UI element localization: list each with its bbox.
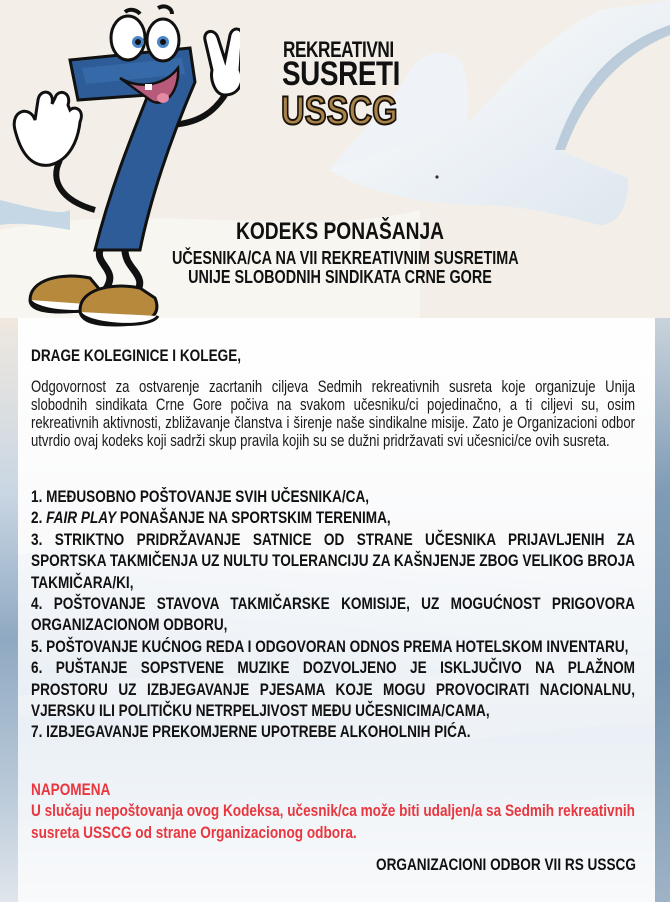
right-background-strip — [655, 318, 670, 902]
fair-play-emphasis: FAIR PLAY — [46, 508, 117, 528]
rule-item: 6. PUŠTANJE SOPSTVENE MUZIKE DOZVOLJENO JE ISKLJUČIVO NA PLAŽNOM PROSTORU UZ IZBJEGAVANJE PJESAMA KOJE MOGU PROVOCIRATI NACIONALNU, VJERSKU ILI POLITIČKU NETRPELJIVOST MEĐU UČESNICIMA/CAMA, — [31, 658, 636, 721]
logo-line-usscg: USSCG — [281, 89, 398, 133]
note-title: NAPOMENA — [31, 780, 111, 799]
event-logo — [225, 25, 425, 140]
rules-list — [31, 486, 635, 743]
logo-line-rekreativni: REKREATIVNI — [283, 37, 394, 62]
logo-line-susreti: SUSRETI — [282, 55, 400, 93]
waving-hand-glove — [14, 92, 81, 165]
left-arm — [56, 160, 95, 210]
left-background-strip — [0, 318, 18, 902]
rule-item: 4. POŠTOVANJE STAVOVA TAKMIČARSKE KOMISIJE, UZ MOGUĆNOST PRIGOVORA ORGANIZACIONOM ODBORU, — [31, 594, 636, 635]
rule-item: 5. POŠTOVANJE KUĆNOG REDA I ODGOVORAN ODNOS PREMA HOTELSKOM INVENTARU, — [31, 636, 629, 656]
signature: ORGANIZACIONI ODBOR VII RS USSCG — [376, 855, 636, 874]
page-subtitle-line2: UNIJE SLOBODNIH SINDIKATA CRNE GORE — [188, 267, 492, 287]
page-subtitle-line1: UČESNIKA/CA NA VII REKREATIVNIM SUSRETIMA — [172, 248, 519, 268]
page-title: KODEKS PONAŠANJA — [235, 218, 445, 245]
greeting: DRAGE KOLEGINICE I KOLEGE, — [31, 346, 242, 365]
rule-item: 2. FAIR PLAY PONAŠANJE NA SPORTSKIM TERENIMA, — [31, 508, 391, 528]
rule-item: 3. STRIKTNO PRIDRŽAVANJE SATNICE OD STRANE UČESNIKA PRIJAVLJENIH ZA SPORTSKA TAKMIČENJA UZ NULTU TOLERANCIJU ZA KAŠNJENJE ZBOG VELIKOG BROJA TAKMIČARA/KI, — [31, 529, 635, 592]
rule-item: 1. MEĐUSOBNO POŠTOVANJE SVIH UČESNIKA/CA, — [31, 487, 370, 506]
document-heading — [130, 218, 550, 287]
intro-paragraph: Odgovornost za ostvarenje zacrtanih ciljeva Sedmih rekreativnih susreta koje organizuje Unija slobodnih sindikata Crne Gore počiva na svakom učesniku/ci pojedinačno, a ti ciljevi su, osim rekreativnih aktivnosti, zbližavanje članstva i širenje naše sindikalne misije. Zato je Organizacioni odbor utvrdio ovaj kodeks koji sadrži skup pravila kojih su se dužni pridržavati svi učesnici/ce ovih susreta. — [31, 378, 635, 451]
rule-item: 7. IZBJEGAVANJE PREKOMJERNE UPOTREBE ALKOHOLNIH PIĆA. — [31, 722, 471, 742]
note-text: U slučaju nepoštovanja ovog Kodeksa, učesnik/ca može biti udaljen/a sa Sedmih rekreativnih susreta USSCG od strane Organizacionog odbora. — [31, 801, 635, 842]
